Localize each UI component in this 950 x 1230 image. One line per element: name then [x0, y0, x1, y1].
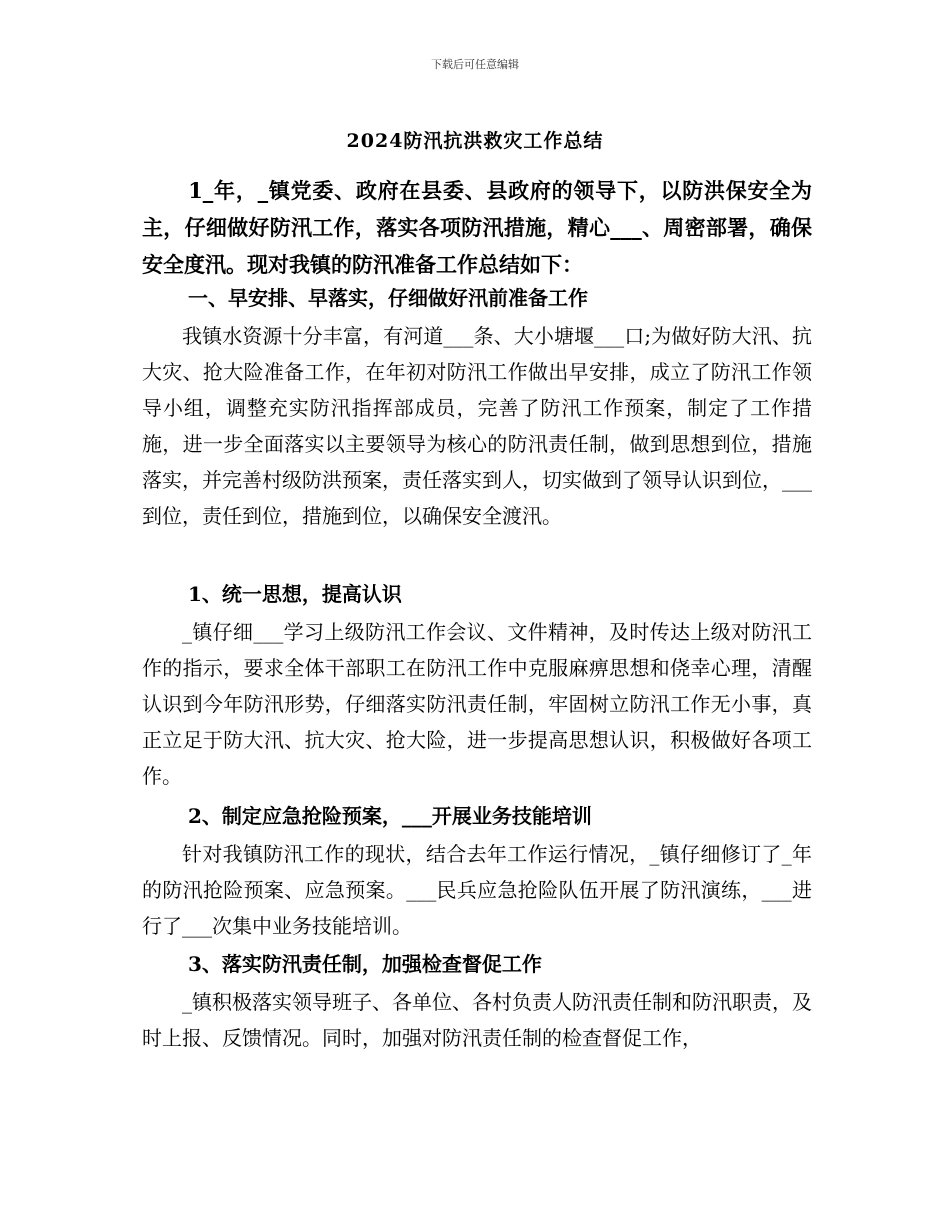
header-note: 下载后可任意编辑 — [431, 58, 519, 71]
section1-paragraph: 我镇水资源十分丰富，有河道___条、大小塘堰___口;为做好防大汛、抗大灾、抢大险准备工作，在年初对防汛工作做出早安排，成立了防汛工作领导小组，调整充实防汛指挥部成员，完善了防汛工作预案，制定了工作措施，进一步全面落实以主要领导为核心的防汛责任制，做到思想到位，措施落实，并完善村级防洪预案，责任落实到人，切实做到了领导认识到位，___到位，责任到位，措施到位，以确保安全渡汛。 — [142, 324, 812, 528]
item1-heading: 1、统一思想，提高认识 — [188, 582, 402, 606]
document-title: 2024防汛抗洪救灾工作总结 — [346, 130, 604, 152]
intro-paragraph: 1_年，_镇党委、政府在县委、县政府的领导下，以防洪保安全为主，仔细做好防汛工作，落实各项防汛措施，精心___、周密部署，确保安全度汛。现对我镇的防汛准备工作总结如下： — [142, 178, 812, 277]
item2-paragraph: 针对我镇防汛工作的现状，结合去年工作运行情况，_镇仔细修订了_年的防汛抢险预案、应急预案。___民兵应急抢险队伍开展了防汛演练，___进行了___次集中业务技能培训。 — [142, 842, 812, 938]
item3-paragraph: _镇积极落实领导班子、各单位、各村负责人防汛责任制和防汛职责，及时上报、反馈情况。同时，加强对防汛责任制的检查督促工作， — [142, 990, 812, 1050]
item3-heading: 3、落实防汛责任制，加强检查督促工作 — [188, 952, 542, 976]
item1-paragraph: _镇仔细___学习上级防汛工作会议、文件精神，及时传达上级对防汛工作的指示，要求全体干部职工在防汛工作中克服麻痹思想和侥幸心理，清醒认识到今年防汛形势，仔细落实防汛责任制，牢固树立防汛工作无小事，真正立足于防大汛、抗大灾、抢大险，进一步提高思想认识，积极做好各项工作。 — [142, 620, 812, 788]
item2-heading: 2、制定应急抢险预案，___开展业务技能培训 — [188, 804, 592, 828]
section1-heading: 一、早安排、早落实，仔细做好汛前准备工作 — [188, 286, 588, 310]
